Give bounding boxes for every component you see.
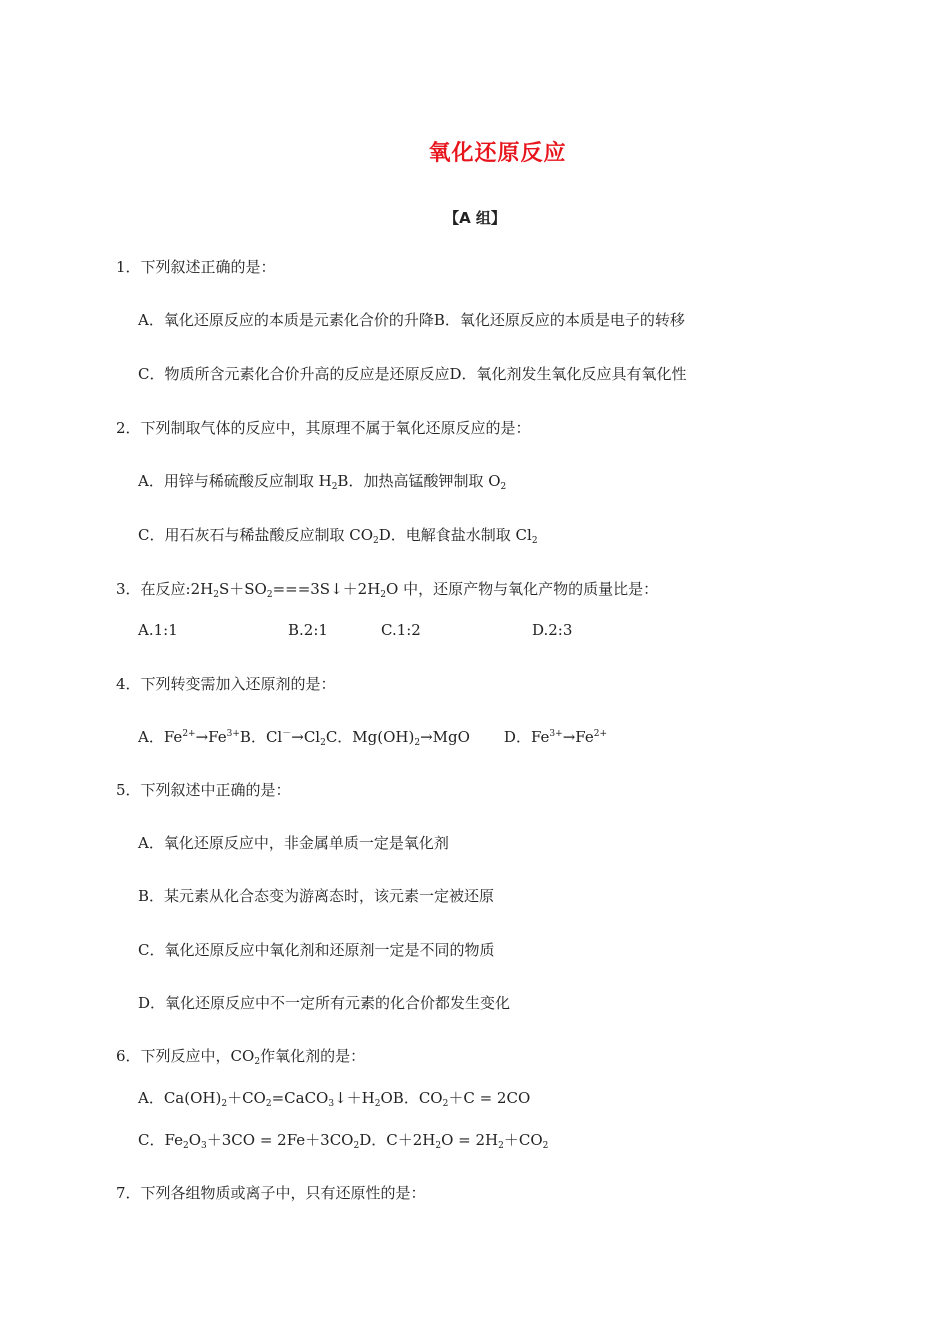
- question-3-option-c: C.1:2: [381, 621, 421, 639]
- question-3-option-a: A.1:1: [138, 621, 178, 639]
- question-2-options-cd: C．用石灰石与稀盐酸反应制取 $CO_2D$．电解食盐水制取 $Cl_2$: [138, 526, 538, 546]
- question-2-stem: 2．下列制取气体的反应中，其原理不属于氧化还原反应的是：: [116, 419, 531, 437]
- question-5-option-b: B．某元素从化合态变为游离态时，该元素一定被还原: [138, 887, 495, 905]
- question-5-option-a: A．氧化还原反应中，非金属单质一定是氧化剂: [138, 834, 449, 852]
- question-3-option-d: D.2:3: [532, 621, 573, 639]
- question-4-stem: 4．下列转变需加入还原剂的是：: [116, 675, 336, 693]
- question-3-option-b: B.2:1: [288, 621, 328, 639]
- question-6-options-ab: A．$Ca(OH)_2+CO_2=CaCO_3↓+H_2OB$．$CO_2+C = 2CO$: [138, 1089, 531, 1109]
- question-5-option-d: D．氧化还原反应中不一定所有元素的化合价都发生变化: [138, 994, 511, 1012]
- group-heading: 【A 组】: [444, 209, 506, 227]
- question-3-stem: 3．在反应$:2H_2S+SO_2===3S↓+2H_2O$ 中，还原产物与氧化产物的质量比是：: [116, 580, 659, 600]
- question-7-stem: 7．下列各组物质或离子中，只有还原性的是：: [116, 1184, 426, 1202]
- question-5-option-c: C．氧化还原反应中氧化剂和还原剂一定是不同的物质: [138, 941, 495, 959]
- question-1-stem: 1．下列叙述正确的是：: [116, 258, 276, 276]
- question-5-stem: 5．下列叙述中正确的是：: [116, 781, 291, 799]
- question-6-options-cd: C．$Fe_2O_3+3CO = 2Fe+3CO_2D$．$C+2H_2O = 2H_2+CO_2$: [138, 1131, 549, 1151]
- question-2-options-ab: A．用锌与稀硫酸反应制取 $H_2B$．加热高锰酸钾制取 $O_2$: [138, 472, 507, 492]
- question-6-stem: 6．下列反应中，$CO_2$作氧化剂的是：: [116, 1047, 366, 1067]
- question-4-options: A．$Fe^{2+}\to Fe^{3+}B$．$Cl^-\to Cl_2C$．$Mg(OH)_2\to MgO$ D．$Fe^{3+}\to Fe^{2+}$: [138, 728, 608, 748]
- question-1-options-ab: A．氧化还原反应的本质是元素化合价的升降B．氧化还原反应的本质是电子的转移: [138, 311, 685, 329]
- page-title: 氧化还原反应: [428, 141, 567, 166]
- question-1-options-cd: C．物质所含元素化合价升高的反应是还原反应D．氧化剂发生氧化反应具有氧化性: [138, 365, 687, 383]
